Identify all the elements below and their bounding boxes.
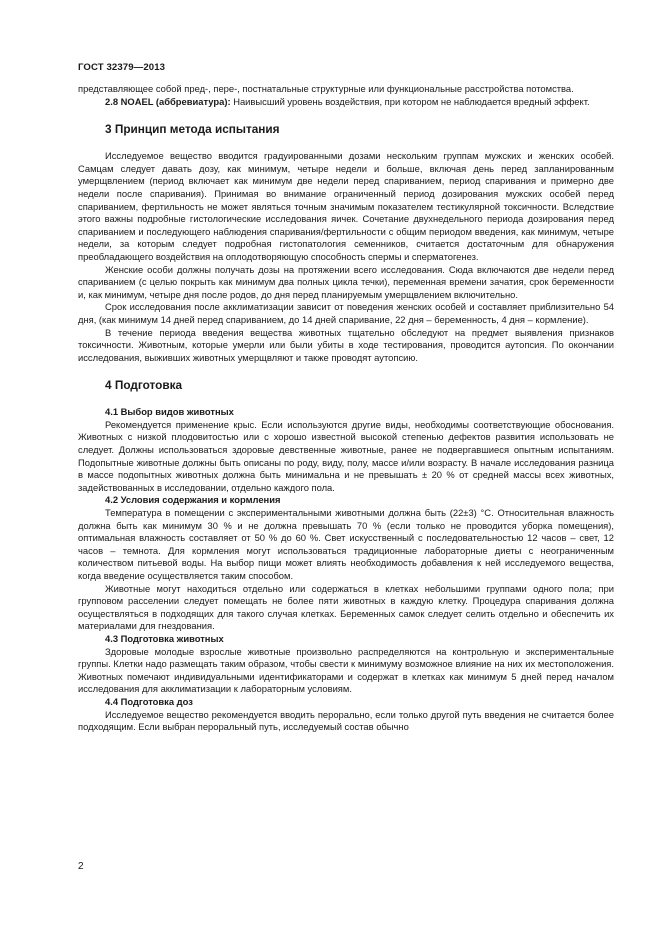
document-page [78, 0, 614, 936]
paragraph-continued: представляющее собой пред-, пере-, постнатальные структурные или функциональные расстройства потомства. [78, 83, 574, 94]
paragraph: Срок исследования после акклиматизации зависит от поведения женских особей и составляет приблизительно 54 дня, (как минимум 14 дней перед спариванием, до 14 дней спаривание, 22 дня – беременность, 4 дня – кормление). [78, 301, 614, 325]
standard-id: ГОСТ 32379—2013 [78, 62, 166, 73]
definition-text: Наивысший уровень воздействия, при котором не наблюдается вредный эффект. [230, 95, 590, 107]
paragraph: Женские особи должны получать дозы на протяжении всего исследования. Сюда включаются две недели перед спариванием (с целью покрыть как минимум два полных цикла течки), переменная времени зачатия, срок беременности и, как минимум, четыре дня после родов, до дня перед планируемым умерщвлением включительно. [78, 263, 614, 300]
paragraph: Исследуемое вещество рекомендуется вводить перорально, если только другой путь введения не считается более подходящим. Если выбран пероральный путь, исследуемый состав обычно [78, 708, 614, 733]
paragraph: Животные могут находиться отдельно или содержаться в клетках небольшими группами одного пола; при групповом расселении следует помещать не более пяти животных в каждую клетку. Процедура спаривания должна осуществляться в подходящих для такого случая клетках. Беременных самок следует селить отдельно и обеспечить их материалами для гнездования. [78, 582, 614, 632]
paragraph: Исследуемое вещество вводится градуированными дозами нескольким группам мужских и женских особей. Самцам следует давать дозу, как минимум, четыре недели и больше, включая день перед запланированным умерщвлением (период включает как минимум две недели перед спариванием, период спаривания и примерно две недели после спаривания). Принимая во внимание ограниченный период дозирования мужских особей перед спариванием, фертильность не может являться точным значимым показателем тестикулярной токсичности. Вследствие этого важны подробные гистологические исследования яичек. Сочетание двухнедельного периода дозирования перед спариванием и последующего наблюдения спаривания/фертильности с общим периодом введения, как минимум, четыре недели, за которым следует подробная гистопатология семенников, считается достаточным для обнаружения преобладающего воздействия на оплодотворяющую способность спермы и сперматогенез. [78, 150, 614, 262]
section-4-1-title: 4.1 Выбор видов животных [105, 406, 234, 418]
section-4-2-title: 4.2 Условия содержания и кормления [105, 494, 281, 506]
page-number: 2 [78, 861, 84, 872]
paragraph: Температура в помещении с экспериментальными животными должна быть (22±3) °С. Относительная влажность должна быть как минимум 30 % и не должна превышать 70 % (если только не проводится уборка помещения), оптимальная влажность составляет от 50 % до 60 %. Свет искусственный с последовательностью 12 часов – свет, 12 часов – темнота. Для кормления могут использоваться традиционные лабораторные диеты с неограниченным количеством питьевой воды. На выбор пищи может влиять необходимость добавления к ней исследуемого вещества, когда введение осуществляется таким способом. [78, 507, 614, 581]
section-4-3-title: 4.3 Подготовка животных [105, 632, 224, 644]
document-body [78, 83, 614, 734]
paragraph: Рекомендуется применение крыс. Если используются другие виды, необходимы соответствующие обоснования. Животных с низкой плодовитостью или с хорошо известной высокой степенью дефектов развития использовать не следует. Должны использоваться здоровые девственные животные, ранее не подвергавшиеся опытным испытаниям. Подопытные животные должны быть описаны по роду, виду, полу, массе и/или возрасту. В начале исследования разница в массе подопытных животных должна быть минимальна и не превышать ± 20 % от средней массы всех животных, задействованных в исследовании, отдельно каждого пола. [78, 418, 614, 493]
paragraph: В течение периода введения вещества животных тщательно обследуют на предмет выявления признаков токсичности. Животным, которые умерли или были убиты в ходе тестирования, проводится аутопсия. По окончании исследования, выживших животных умерщвляют и также проводят аутопсию. [78, 326, 614, 363]
section-3-title: 3 Принцип метода испытания [105, 122, 280, 137]
section-4-title: 4 Подготовка [105, 378, 183, 393]
definition-noael [78, 96, 614, 109]
definition-term: 2.8 NOAEL (аббревиатура): [105, 95, 231, 107]
section-4-4-title: 4.4 Подготовка доз [105, 695, 193, 707]
paragraph: Здоровые молодые взрослые животные произвольно распределяются на контрольную и экспериментальные группы. Клетки надо размещать таким образом, чтобы свести к минимуму возможное влияние на них их местоположения. Животных помечают индивидуальными идентификаторами и содержат в клетках как минимум 5 дней перед началом исследования для акклиматизации к лабораторным условиям. [78, 645, 614, 695]
